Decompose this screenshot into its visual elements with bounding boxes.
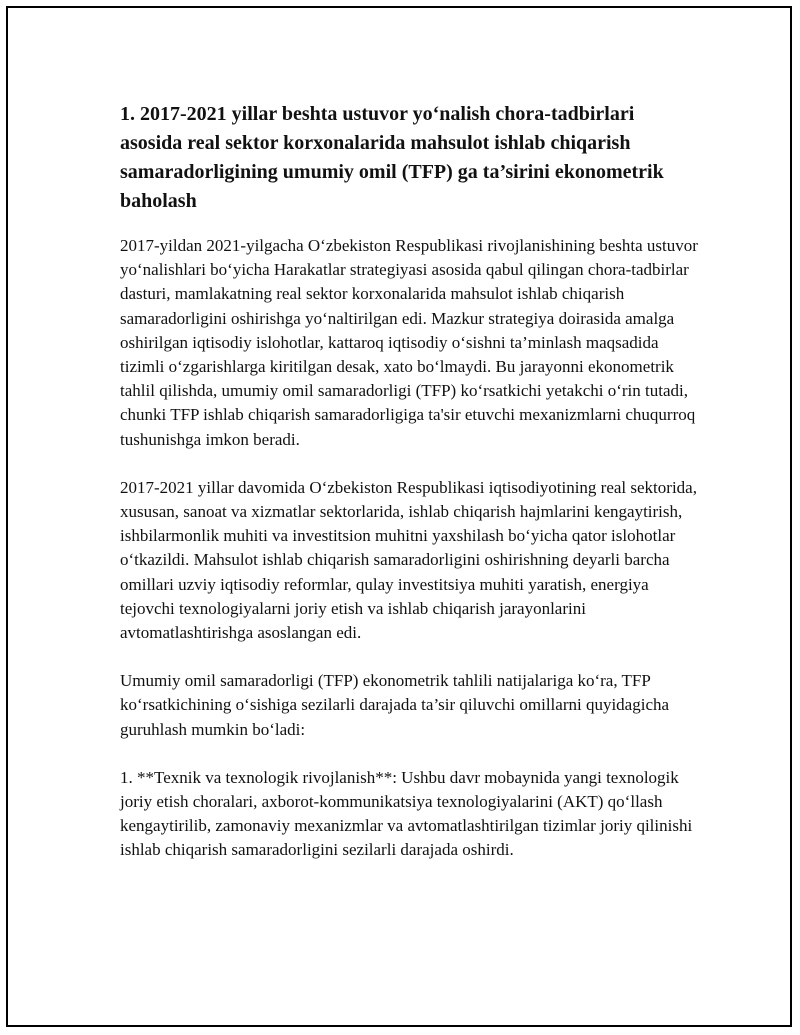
paragraph-intro: 2017-yildan 2021-yilgacha O‘zbekiston Respublikasi rivojlanishining beshta ustuvor yo‘nalishlari bo‘yicha Harakatlar strategiyasi asosida qabul qilingan chora-tadbirlar dasturi, mamlakatning real sektor korxonalarida mahsulot ishlab chiqarish samaradorligini oshirishga yo‘naltirilgan edi. Mazkur strategiya doirasida amalga oshirilgan iqtisodiy islohotlar, kattaroq iqtisodiy o‘sishni ta’minlash maqsadida tizimli o‘zgarishlarga kiritilgan desak, xato bo‘lmaydi. Bu jarayonni ekonometrik tahlil qilishda, umumiy omil samaradorligi (TFP) ko‘rsatkichi yetakchi o‘rin tutadi, chunki TFP ishlab chiqarish samaradorligiga ta'sir etuvchi mexanizmlarni chuqurroq tushunishga imkon beradi. — [120, 236, 698, 449]
paragraph-list-item-1: 1. **Texnik va texnologik rivojlanish**: Ushbu davr mobaynida yangi texnologik joriy etish choralari, axborot-kommunikatsiya texnologiyalarini (AKT) qo‘llash kengaytirilib, zamonaviy mexanizmlar va avtomatlashtirilgan tizimlar joriy qilinishi ishlab chiqarish samaradorligini sezilarli darajada oshirdi. — [120, 767, 693, 860]
document-body — [120, 100, 700, 887]
paragraph-tfp-factors: Umumiy omil samaradorligi (TFP) ekonometrik tahlili natijalariga ko‘ra, TFP ko‘rsatkichining o‘sishiga sezilarli darajada ta’sir qiluvchi omillarni quyidagicha guruhlash mumkin bo‘ladi: — [120, 671, 670, 739]
document-page — [6, 6, 792, 1027]
section-heading: 1. 2017-2021 yillar beshta ustuvor yo‘nalish chora-tadbirlari asosida real sektor korxonalarida mahsulot ishlab chiqarish samaradorligining umumiy omil (TFP) ga ta’sirini ekonometrik baholash — [120, 103, 664, 212]
paragraph-reforms: 2017-2021 yillar davomida O‘zbekiston Respublikasi iqtisodiyotining real sektorida, xususan, sanoat va xizmatlar sektorlarida, ishlab chiqarish hajmlarini kengaytirish, ishbilarmonlik muhiti va investitsion muhitni yaxshilash bo‘yicha qator islohotlar o‘tkazildi. Mahsulot ishlab chiqarish samaradorligini oshirishning deyarli barcha omillari uzviy iqtisodiy reformlar, qulay investitsiya muhiti yaratish, energiya tejovchi texnologiyalarni joriy etish va ishlab chiqarish jarayonlarini avtomatlashtirishga asoslangan edi. — [120, 477, 697, 643]
